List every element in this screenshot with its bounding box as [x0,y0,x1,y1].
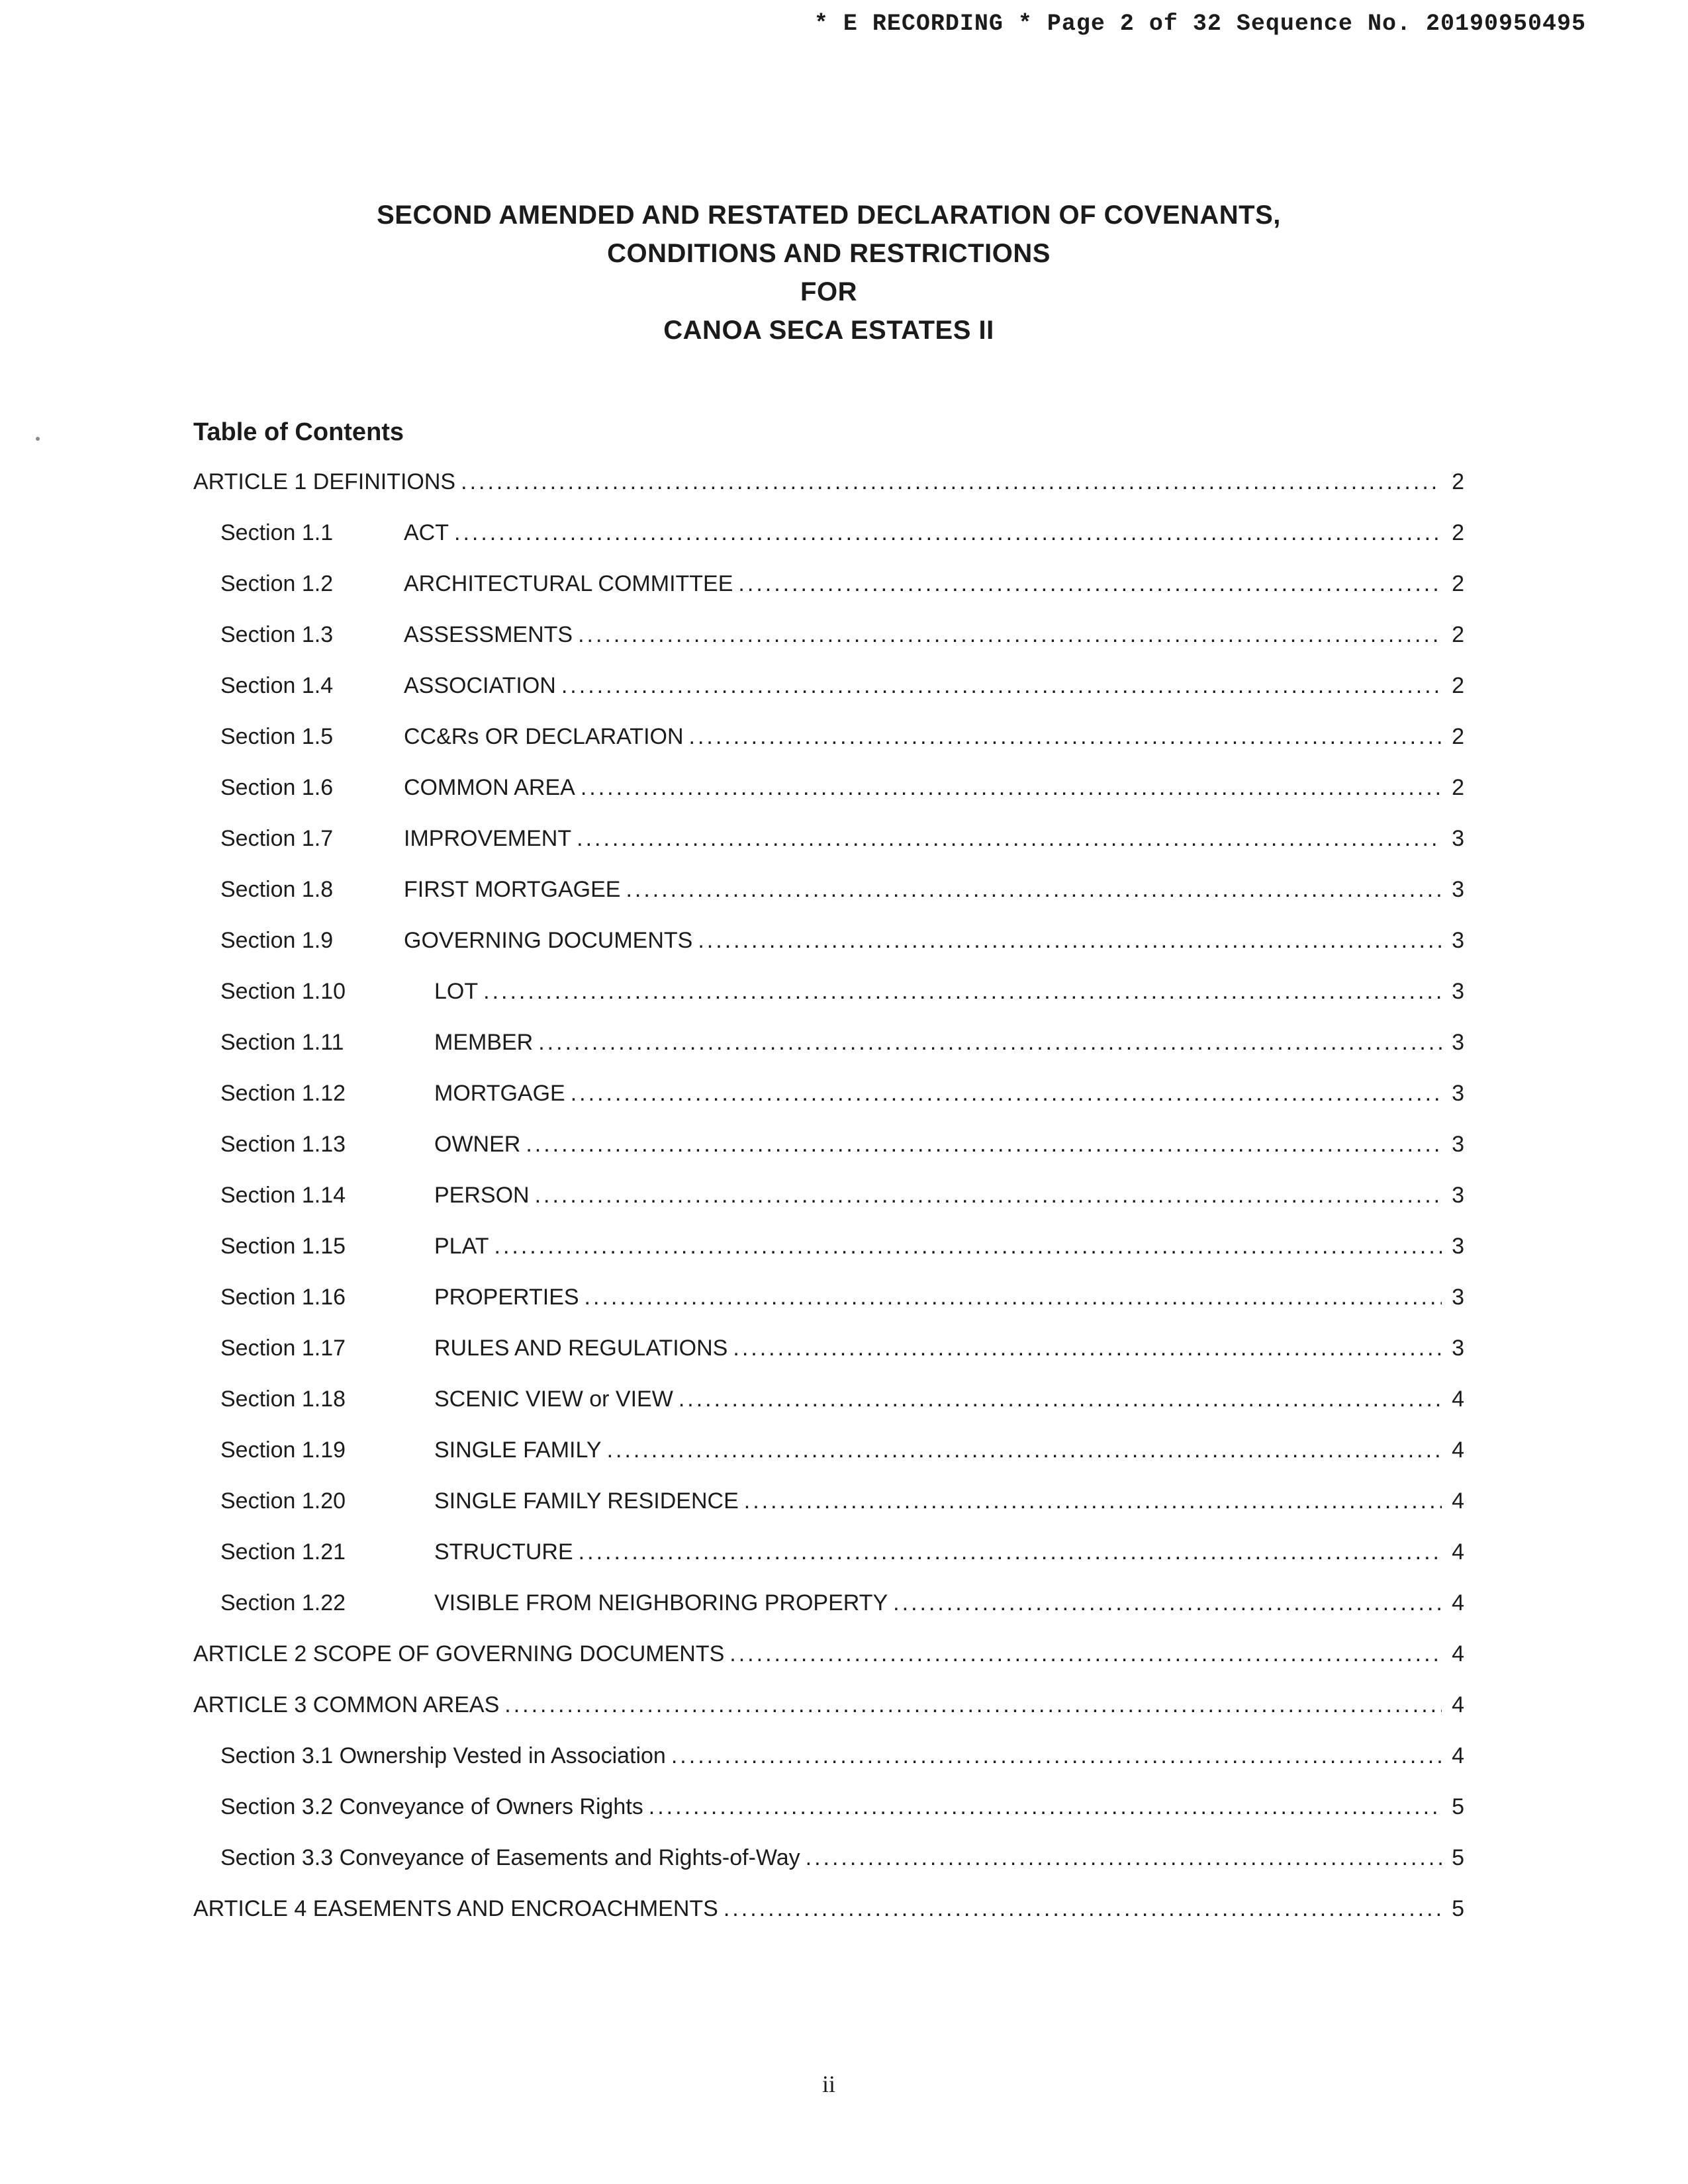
toc-entry-number: Section 1.4 [220,673,334,698]
title-line-3: FOR [800,277,857,306]
toc-entry-page: 5 [1452,1896,1464,1921]
toc-entry-number: Section 1.14 [220,1183,346,1208]
toc-entry [193,1425,1464,1476]
toc-entry [193,1272,1464,1323]
toc-entry-number: Section 1.6 [220,775,334,800]
toc-entry-page: 2 [1452,622,1464,647]
toc-dot-leader [607,1425,1442,1476]
toc-entry-title: ASSESSMENTS [404,622,573,647]
toc-entry-page: 3 [1452,1234,1464,1259]
toc-entry [193,1884,1464,1934]
toc-entry-title: Section 3.3 Conveyance of Easements and Rights-of-Way [220,1845,800,1870]
toc-dot-leader [581,762,1442,813]
toc-entry [193,1170,1464,1221]
toc-entry-number: Section 1.10 [220,979,346,1004]
toc-entry-title: GOVERNING DOCUMENTS [404,928,693,953]
toc-dot-leader [578,610,1442,660]
toc-entry-page: 4 [1452,1488,1464,1514]
toc-entry-title: OWNER [434,1132,521,1157]
toc-entry-page: 3 [1452,1183,1464,1208]
toc-entry-title: ASSOCIATION [404,673,556,698]
toc-dot-leader [679,1374,1442,1425]
toc-entry [193,1476,1464,1527]
toc-entry-number: Section 1.19 [220,1437,346,1463]
toc-entry [193,864,1464,915]
toc-dot-leader [724,1884,1442,1934]
toc-entry [193,1323,1464,1374]
toc-entry [193,915,1464,966]
toc-entry [193,1527,1464,1578]
toc-entry-title: STRUCTURE [434,1539,573,1565]
toc-entry-title: ARTICLE 1 DEFINITIONS [193,469,456,494]
toc-dot-leader [698,915,1442,966]
toc-dot-leader [626,864,1442,915]
e-recording-header: * E RECORDING * Page 2 of 32 Sequence No. 20190950495 [814,11,1586,37]
toc-dot-leader [806,1833,1442,1884]
toc-dot-leader [504,1680,1442,1731]
toc-dot-leader [526,1119,1442,1170]
toc-dot-leader [689,711,1442,762]
toc-entry [193,1680,1464,1731]
toc-entry [193,1833,1464,1884]
toc-entry-title: MORTGAGE [434,1081,565,1106]
title-line-1: SECOND AMENDED AND RESTATED DECLARATION OF COVENANTS, [377,201,1281,230]
toc-dot-leader [729,1629,1442,1680]
toc-entry-page: 3 [1452,1132,1464,1157]
toc-entry-title: IMPROVEMENT [404,826,572,851]
toc-entry [193,966,1464,1017]
toc-entry-title: ARTICLE 4 EASEMENTS AND ENCROACHMENTS [193,1896,718,1921]
toc-entry-title: FIRST MORTGAGEE [404,877,621,902]
toc-entry [193,610,1464,660]
toc-dot-leader [454,508,1442,559]
toc-entry-number: Section 1.18 [220,1387,346,1412]
toc-entry-title: COMMON AREA [404,775,575,800]
toc-entry-page: 4 [1452,1387,1464,1412]
toc-entry-number: Section 1.15 [220,1234,346,1259]
toc-entry-number: Section 1.16 [220,1285,346,1310]
toc-entry-page: 4 [1452,1692,1464,1717]
toc-entry [193,1578,1464,1629]
toc-entry [193,813,1464,864]
toc-entry-page: 3 [1452,1030,1464,1055]
toc-dot-leader [585,1272,1442,1323]
toc-entry [193,1119,1464,1170]
toc-entry [193,1731,1464,1782]
toc-entry-title: VISIBLE FROM NEIGHBORING PROPERTY [434,1590,888,1615]
toc-entry-number: Section 1.17 [220,1336,346,1361]
toc-dot-leader [461,457,1442,508]
toc-dot-leader [483,966,1442,1017]
toc-entry-page: 5 [1452,1845,1464,1870]
toc-entry-page: 5 [1452,1794,1464,1819]
toc-entry [193,1782,1464,1833]
toc-entry-title: PERSON [434,1183,530,1208]
toc-entry-title: SINGLE FAMILY [434,1437,602,1463]
toc-dot-leader [494,1221,1442,1272]
toc-entry-page: 3 [1452,1081,1464,1106]
toc-entry-title: SCENIC VIEW or VIEW [434,1387,673,1412]
toc-entry-page: 2 [1452,775,1464,800]
toc-entry-title: ARTICLE 2 SCOPE OF GOVERNING DOCUMENTS [193,1641,725,1666]
toc-entry-page: 3 [1452,979,1464,1004]
toc-entry [193,1374,1464,1425]
page-number-footer: ii [821,2071,835,2097]
toc-entry-page: 4 [1452,1590,1464,1615]
toc-entry-page: 3 [1452,928,1464,953]
toc-entry-title: LOT [434,979,479,1004]
toc-entry [193,762,1464,813]
toc-entry-page: 2 [1452,673,1464,698]
toc-dot-leader [738,559,1442,610]
title-line-2: CONDITIONS AND RESTRICTIONS [607,239,1051,268]
toc-entry-number: Section 1.1 [220,520,334,545]
toc-entry-page: 4 [1452,1539,1464,1565]
toc-entry-title: Section 3.1 Ownership Vested in Association [220,1743,666,1768]
toc-entry-number: Section 1.3 [220,622,334,647]
toc-dot-leader [571,1068,1442,1119]
toc-rows [193,457,1464,1934]
scan-artifact-dot [36,437,40,441]
document-title [193,196,1464,349]
toc-entry-page: 2 [1452,571,1464,596]
toc-entry [193,1221,1464,1272]
toc-entry-title: PLAT [434,1234,489,1259]
toc-dot-leader [733,1323,1442,1374]
toc-entry-page: 3 [1452,826,1464,851]
toc-dot-leader [577,813,1442,864]
toc-entry [193,457,1464,508]
toc-entry [193,660,1464,711]
toc-entry-page: 3 [1452,877,1464,902]
toc-entry-number: Section 1.9 [220,928,334,953]
toc-entry-number: Section 1.2 [220,571,334,596]
toc-entry-number: Section 1.12 [220,1081,346,1106]
toc-entry [193,1629,1464,1680]
toc-dot-leader [744,1476,1442,1527]
toc-dot-leader [671,1731,1442,1782]
toc-entry-number: Section 1.8 [220,877,334,902]
toc-entry-title: ARTICLE 3 COMMON AREAS [193,1692,500,1717]
toc-entry-number: Section 1.5 [220,724,334,749]
toc-dot-leader [649,1782,1442,1833]
toc-entry-number: Section 1.13 [220,1132,346,1157]
toc-entry-page: 2 [1452,469,1464,494]
toc-entry [193,1068,1464,1119]
toc-entry-page: 3 [1452,1285,1464,1310]
toc-entry-title: MEMBER [434,1030,534,1055]
toc-entry [193,559,1464,610]
toc-dot-leader [561,660,1442,711]
toc-entry-number: Section 1.7 [220,826,334,851]
toc-entry-page: 4 [1452,1641,1464,1666]
toc-dot-leader [535,1170,1442,1221]
toc-entry [193,711,1464,762]
toc-entry-page: 3 [1452,1336,1464,1361]
toc-entry-title: RULES AND REGULATIONS [434,1336,728,1361]
toc-entry-number: Section 1.21 [220,1539,346,1565]
toc-entry-number: Section 1.20 [220,1488,346,1514]
toc-entry-title: CC&Rs OR DECLARATION [404,724,684,749]
toc-entry [193,508,1464,559]
toc-entry-page: 2 [1452,520,1464,545]
toc-entry [193,1017,1464,1068]
toc-dot-leader [893,1578,1442,1629]
toc-entry-number: Section 1.11 [220,1030,344,1055]
toc-dot-leader [579,1527,1442,1578]
toc-entry-title: SINGLE FAMILY RESIDENCE [434,1488,739,1514]
toc-entry-number: Section 1.22 [220,1590,346,1615]
toc-entry-title: Section 3.2 Conveyance of Owners Rights [220,1794,643,1819]
toc-entry-page: 4 [1452,1437,1464,1463]
title-line-4: CANOA SECA ESTATES II [663,316,994,345]
toc-heading: Table of Contents [193,418,404,446]
toc-entry-page: 4 [1452,1743,1464,1768]
toc-dot-leader [538,1017,1442,1068]
table-of-contents [193,417,1464,1934]
toc-entry-title: PROPERTIES [434,1285,579,1310]
toc-entry-title: ARCHITECTURAL COMMITTEE [404,571,733,596]
toc-entry-title: ACT [404,520,449,545]
toc-entry-page: 2 [1452,724,1464,749]
